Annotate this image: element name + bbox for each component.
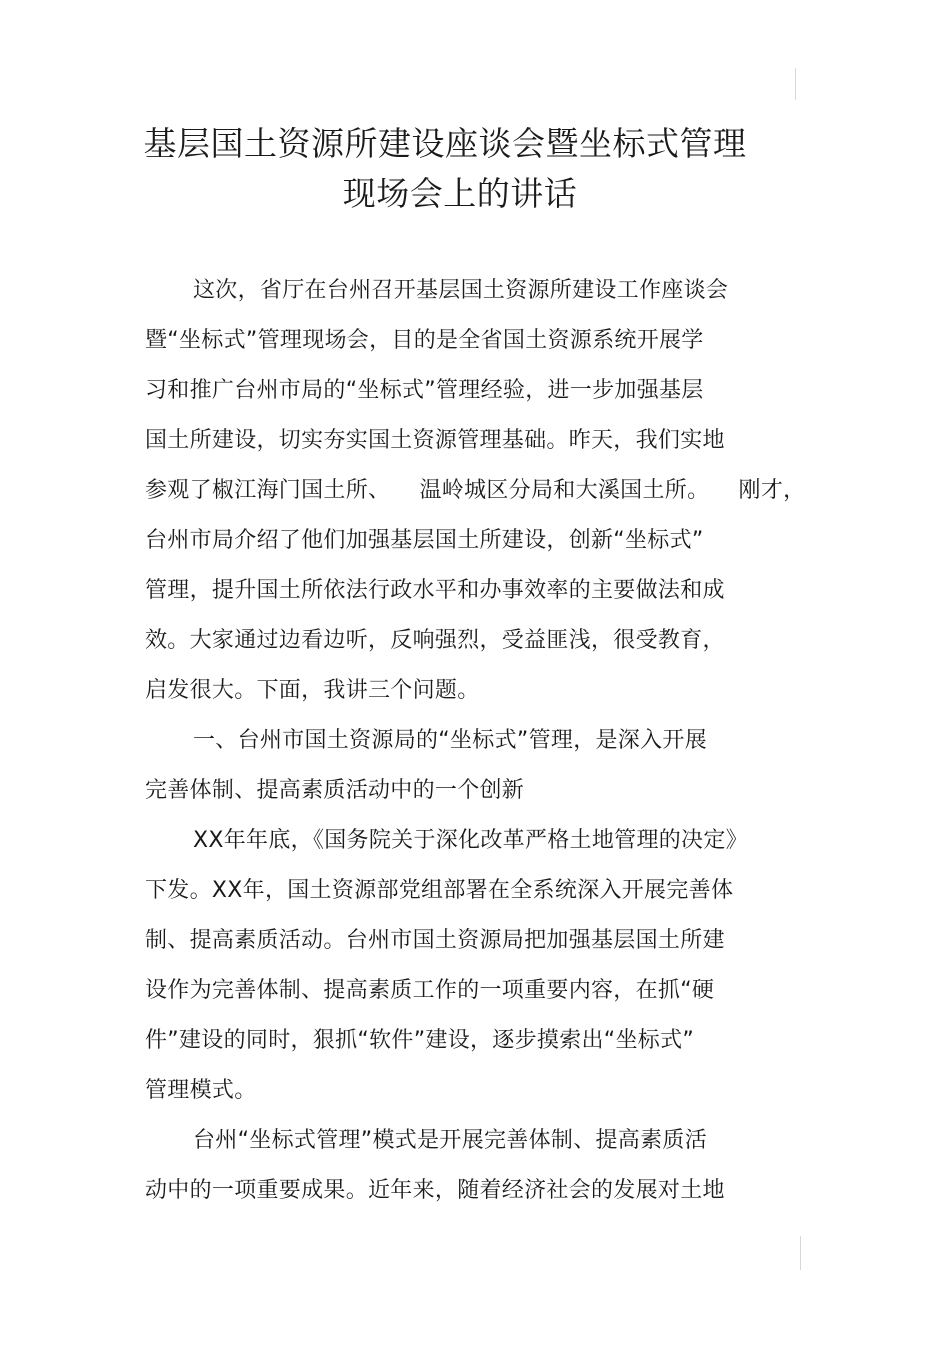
document-title-line-2: 现场会上的讲话 bbox=[342, 174, 578, 213]
body-line: 这次，省厅在台州召开基层国土资源所建设工作座谈会 bbox=[193, 278, 729, 303]
section-heading-line: 一、台州市国土资源局的“坐标式”管理，是深入开展 bbox=[193, 728, 707, 753]
margin-mark-bottom bbox=[800, 1236, 801, 1270]
body-line: 暨“坐标式”管理现场会，目的是全省国土资源系统开展学 bbox=[145, 328, 704, 353]
body-line: 台州市局介绍了他们加强基层国土所建设，创新“坐标式” bbox=[145, 528, 704, 553]
body-line: 制、提高素质活动。台州市国土资源局把加强基层国土所建 bbox=[145, 928, 725, 953]
body-line: 管理，提升国土所依法行政水平和办事效率的主要做法和成 bbox=[145, 578, 725, 603]
body-line: 国土所建设，切实夯实国土资源管理基础。昨天，我们实地 bbox=[145, 428, 725, 453]
section-heading-line: 完善体制、提高素质活动中的一个创新 bbox=[145, 778, 525, 803]
body-line: 设作为完善体制、提高素质工作的一项重要内容，在抓“硬 bbox=[145, 978, 715, 1003]
body-line: 动中的一项重要成果。近年来，随着经济社会的发展对土地 bbox=[145, 1178, 725, 1203]
body-line: 参观了椒江海门国土所、 温岭城区分局和大溪国土所。 刚才， bbox=[145, 478, 806, 503]
body-line: 启发很大。下面，我讲三个问题。 bbox=[145, 678, 480, 703]
margin-mark-top bbox=[795, 68, 796, 100]
body-line: 下发。XX年，国土资源部党组部署在全系统深入开展完善体 bbox=[145, 878, 734, 903]
body-line: 管理模式。 bbox=[145, 1078, 257, 1103]
body-line: 习和推广台州市局的“坐标式”管理经验，进一步加强基层 bbox=[145, 378, 704, 403]
body-line: XX年年底，《国务院关于深化改革严格土地管理的决定》 bbox=[193, 828, 748, 853]
document-title-line-1: 基层国土资源所建设座谈会暨坐标式管理 bbox=[143, 124, 747, 163]
body-line: 件”建设的同时，狠抓“软件”建设，逐步摸索出“坐标式” bbox=[145, 1028, 695, 1053]
body-line: 台州“坐标式管理”模式是开展完善体制、提高素质活 bbox=[193, 1128, 707, 1153]
body-line: 效。大家通过边看边听，反响强烈，受益匪浅，很受教育， bbox=[145, 628, 725, 653]
